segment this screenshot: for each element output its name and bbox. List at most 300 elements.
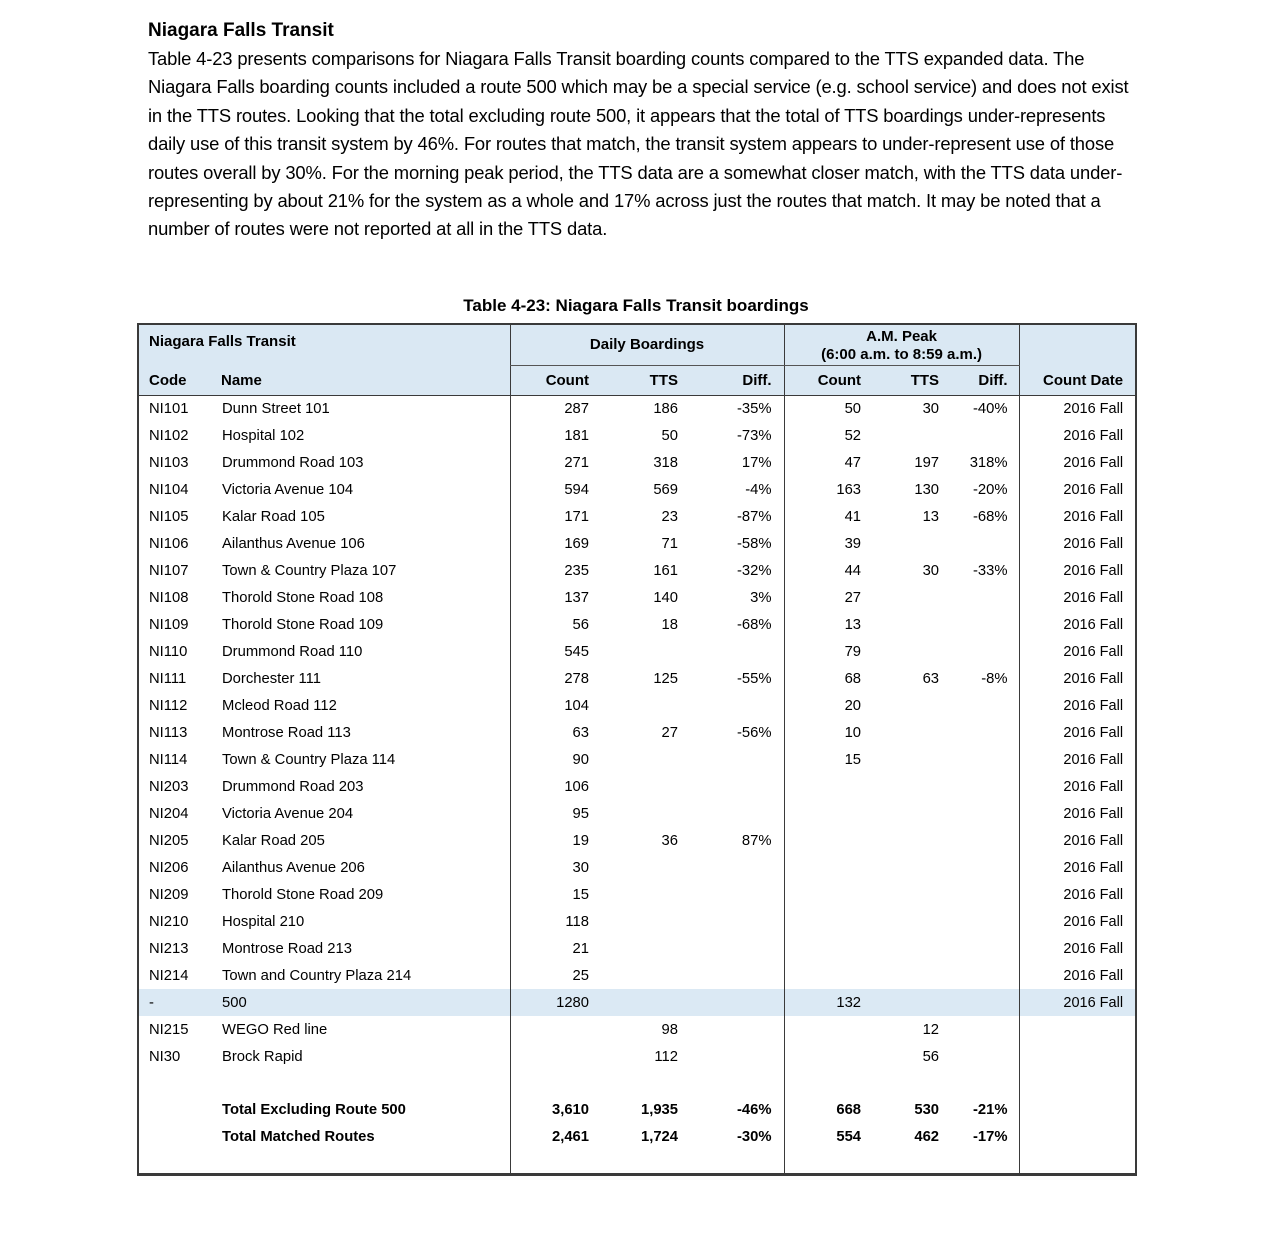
cell-count-date: 2016 Fall [1019,638,1136,665]
cell-daily-count: 235 [510,557,603,584]
intro-paragraph: Table 4-23 presents comparisons for Niagara Falls Transit boarding counts compared to the TTS expanded data. The Niagara Falls boarding counts included a route 500 which may be a special service (e.g. school service) and does not exist in the TTS routes. Looking that the total excluding route 500, it appears that the total of TTS boardings under-represents daily use of this transit system by 46%. For routes that match, the transit system appears to under-represent use of those routes overall by 30%. For the morning peak period, the TTS data are a somewhat closer match, with the TTS data under-representing by about 21% for the system as a whole and 17% across just the routes that match. It may be noted that a number of routes were not reported at all in the TTS data. [148,48,1129,240]
table-row [138,422,1136,449]
cell-daily-tts: 71 [661,535,679,552]
cell-daily-diff: -58% [737,535,772,552]
cell-count-date: 2016 Fall [1019,395,1136,422]
daily-tts-column-header: TTS [603,365,691,395]
cell-daily-diff: 17% [741,454,772,471]
cell-am-count [784,935,873,962]
cell-count-date: 2016 Fall [1019,827,1136,854]
cell-name: Mcleod Road 112 [222,697,337,714]
table-row [138,665,1136,692]
cell-am-tts: 130 [914,481,940,498]
table-row [138,827,1136,854]
cell-am-count [784,881,873,908]
cell-am-tts: 13 [922,508,940,525]
cell-count-date [1019,1123,1136,1150]
cell-code: NI112 [149,697,188,714]
cell-daily-diff [691,800,784,827]
cell-daily-tts: 569 [653,481,679,498]
cell-am-tts [873,638,949,665]
table-header [138,324,1136,395]
table-row [138,584,1136,611]
table-row [138,449,1136,476]
cell-am-diff [949,854,1019,881]
cell-am-tts: 12 [922,1021,940,1038]
cell-daily-tts [603,989,691,1016]
cell-am-tts [873,989,949,1016]
cell-name: Drummond Road 203 [222,778,364,795]
cell-am-count [784,773,873,800]
cell-am-diff [949,989,1019,1016]
cell-count-date: 2016 Fall [1019,773,1136,800]
table-row [138,476,1136,503]
cell-name: Kalar Road 205 [222,832,325,849]
cell-am-count: 39 [784,530,873,557]
cell-daily-tts: 36 [661,832,679,849]
cell-count-date [1019,1016,1136,1043]
cell-daily-diff: 3% [750,589,772,606]
cell-name: Drummond Road 110 [222,643,363,660]
cell-count-date: 2016 Fall [1019,530,1136,557]
cell-name: Dunn Street 101 [222,400,330,417]
cell-daily-count: 118 [510,908,603,935]
table-row [138,908,1136,935]
cell-code: NI209 [149,886,189,903]
cell-daily-tts [603,854,691,881]
cell-am-diff [949,800,1019,827]
cell-am-tts [873,881,949,908]
page-heading: Niagara Falls Transit [148,20,334,41]
cell-name: Town & Country Plaza 114 [222,751,396,768]
cell-am-count [784,827,873,854]
cell-am-tts [873,719,949,746]
cell-am-count [784,1043,873,1070]
cell-daily-count [510,1016,603,1043]
table-row [138,692,1136,719]
cell-am-tts [873,908,949,935]
cell-daily-tts [603,692,691,719]
cell-daily-diff: -55% [737,670,772,687]
cell-count-date: 2016 Fall [1019,881,1136,908]
cell-count-date: 2016 Fall [1019,665,1136,692]
cell-daily-count: 545 [510,638,603,665]
table-row [138,962,1136,989]
cell-code: NI215 [149,1021,189,1038]
am-peak-group-header [784,324,1019,365]
cell-name: Victoria Avenue 104 [222,481,354,498]
cell-am-count: 41 [784,503,873,530]
cell-code: NI105 [149,508,189,525]
cell-daily-count: 171 [510,503,603,530]
cell-am-count: 79 [784,638,873,665]
cell-count-date: 2016 Fall [1019,854,1136,881]
cell-count-date: 2016 Fall [1019,962,1136,989]
cell-am-diff: -17% [973,1128,1008,1145]
cell-count-date: 2016 Fall [1019,584,1136,611]
cell-daily-tts [603,1150,691,1174]
cell-daily-count [510,1070,603,1096]
cell-name: Brock Rapid [222,1048,303,1065]
cell-daily-diff: -46% [737,1101,772,1118]
cell-name: Hospital 210 [222,913,305,930]
table-header-columns-row [138,365,1136,395]
boardings-table [137,323,1137,1176]
cell-name: Total Excluding Route 500 [222,1101,406,1118]
cell-daily-diff [691,854,784,881]
cell-am-diff [949,881,1019,908]
cell-name [221,1070,510,1096]
cell-am-diff [949,611,1019,638]
cell-count-date: 2016 Fall [1019,557,1136,584]
cell-code: NI30 [149,1048,181,1065]
cell-daily-count: 90 [510,746,603,773]
cell-name: Dorchester 111 [222,670,321,687]
cell-code [138,1150,221,1174]
table-header-group-row [138,324,1136,365]
cell-daily-tts [603,773,691,800]
cell-am-tts: 30 [922,400,940,417]
cell-count-date: 2016 Fall [1019,935,1136,962]
cell-count-date [1019,1070,1136,1096]
cell-am-tts [873,422,949,449]
cell-am-diff [949,719,1019,746]
table-row [138,1043,1136,1070]
cell-am-tts: 63 [922,670,940,687]
table-row [138,989,1136,1016]
cell-daily-tts: 140 [653,589,679,606]
cell-code: NI210 [149,913,189,930]
cell-daily-diff: -4% [745,481,772,498]
cell-name: Drummond Road 103 [222,454,364,471]
cell-am-tts [873,1070,949,1096]
cell-daily-diff [691,638,784,665]
cell-am-count: 132 [784,989,873,1016]
cell-am-count: 27 [784,584,873,611]
cell-code: NI111 [149,670,187,687]
cell-daily-diff: -68% [737,616,772,633]
table-block [137,296,1135,1176]
cell-daily-tts: 1,724 [640,1128,679,1145]
cell-daily-diff: -87% [737,508,772,525]
table-row [138,746,1136,773]
cell-am-diff [949,908,1019,935]
total-row [138,1096,1136,1123]
daily-diff-column-header: Diff. [691,365,784,395]
cell-am-tts [873,962,949,989]
table-row [138,935,1136,962]
cell-am-diff: -33% [973,562,1008,579]
cell-code: NI213 [149,940,189,957]
cell-daily-count: 169 [510,530,603,557]
name-column-header: Name [221,365,510,395]
table-row [138,719,1136,746]
cell-am-tts [873,854,949,881]
cell-am-tts: 30 [922,562,940,579]
cell-name: Hospital 102 [222,427,305,444]
cell-am-count [784,1016,873,1043]
cell-am-diff: -68% [973,508,1008,525]
cell-daily-diff: -35% [737,400,772,417]
cell-daily-tts [603,881,691,908]
cell-am-diff: -21% [973,1101,1008,1118]
cell-code: NI104 [149,481,189,498]
cell-code: NI204 [149,805,189,822]
cell-code: NI103 [149,454,189,471]
cell-am-diff: -20% [973,481,1008,498]
cell-count-date: 2016 Fall [1019,719,1136,746]
cell-daily-tts: 27 [661,724,679,741]
cell-count-date [1019,1043,1136,1070]
cell-daily-diff [691,773,784,800]
cell-am-diff [949,584,1019,611]
cell-am-count: 554 [784,1123,873,1150]
cell-daily-count: 95 [510,800,603,827]
cell-am-diff [949,422,1019,449]
cell-code: NI106 [149,535,189,552]
cell-count-date [1019,1096,1136,1123]
cell-daily-diff [691,881,784,908]
cell-daily-tts [603,746,691,773]
cell-code: NI110 [149,643,188,660]
cell-code [138,1070,221,1096]
cell-code: NI107 [149,562,189,579]
cell-am-count: 44 [784,557,873,584]
cell-am-diff [949,962,1019,989]
count-date-column-header: Count Date [1019,324,1136,395]
cell-daily-tts: 23 [661,508,679,525]
table-row [138,611,1136,638]
cell-am-tts [873,935,949,962]
cell-daily-diff: -73% [737,427,772,444]
cell-code: NI113 [149,724,188,741]
cell-daily-diff [691,1070,784,1096]
cell-name: Total Matched Routes [222,1128,375,1145]
am-tts-column-header: TTS [873,365,949,395]
cell-daily-diff: 87% [741,832,772,849]
cell-daily-count: 2,461 [510,1123,603,1150]
cell-am-tts [873,1150,949,1174]
cell-am-count [784,908,873,935]
table-section-label: Niagara Falls Transit [138,324,510,365]
cell-daily-count: 137 [510,584,603,611]
cell-daily-tts: 112 [654,1048,679,1065]
cell-am-count [784,1070,873,1096]
am-peak-title: A.M. Peak [866,327,937,345]
table-row [138,800,1136,827]
cell-am-tts: 56 [922,1048,940,1065]
table-row [138,395,1136,422]
cell-daily-tts: 186 [653,400,679,417]
cell-count-date: 2016 Fall [1019,908,1136,935]
cell-daily-tts [603,962,691,989]
cell-name: Town & Country Plaza 107 [222,562,397,579]
cell-am-tts [873,827,949,854]
cell-name: Montrose Road 213 [222,940,352,957]
table-row [138,1016,1136,1043]
cell-am-diff [949,1016,1019,1043]
cell-code: NI102 [149,427,189,444]
cell-am-diff [949,1070,1019,1096]
cell-daily-tts: 1,935 [640,1101,679,1118]
table-row [138,638,1136,665]
cell-am-diff: -8% [981,670,1008,687]
cell-daily-count: 19 [510,827,603,854]
cell-daily-count: 104 [510,692,603,719]
cell-am-diff [949,746,1019,773]
cell-daily-diff [691,989,784,1016]
am-count-column-header: Count [784,365,873,395]
cell-am-count: 15 [784,746,873,773]
cell-name: Victoria Avenue 204 [222,805,354,822]
cell-count-date: 2016 Fall [1019,692,1136,719]
cell-daily-count: 106 [510,773,603,800]
am-diff-column-header: Diff. [949,365,1019,395]
cell-name: Town and Country Plaza 214 [222,967,412,984]
am-peak-time-range: (6:00 a.m. to 8:59 a.m.) [821,345,982,363]
cell-daily-count: 3,610 [510,1096,603,1123]
cell-am-tts [873,800,949,827]
cell-name: Ailanthus Avenue 206 [222,859,365,876]
cell-daily-count: 21 [510,935,603,962]
cell-name: Montrose Road 113 [222,724,351,741]
code-column-header: Code [138,365,221,395]
cell-count-date: 2016 Fall [1019,503,1136,530]
cell-daily-count: 15 [510,881,603,908]
cell-am-tts [873,530,949,557]
cell-count-date: 2016 Fall [1019,746,1136,773]
cell-am-count [784,854,873,881]
cell-daily-count: 25 [510,962,603,989]
intro-text-block [148,17,1133,244]
cell-daily-count: 56 [510,611,603,638]
cell-code [138,1123,221,1150]
table-row [138,773,1136,800]
cell-am-count [784,1150,873,1174]
cell-am-tts [873,746,949,773]
spacer-row [138,1150,1136,1174]
cell-daily-diff [691,1016,784,1043]
cell-am-count: 52 [784,422,873,449]
table-row [138,881,1136,908]
cell-daily-diff [691,746,784,773]
cell-count-date: 2016 Fall [1019,449,1136,476]
spacer-row [138,1070,1136,1096]
table-body [138,395,1136,1174]
cell-code [138,1096,221,1123]
cell-am-tts [873,611,949,638]
cell-am-diff [949,1150,1019,1174]
cell-daily-count [510,1043,603,1070]
cell-name: Thorold Stone Road 108 [222,589,384,606]
cell-daily-tts: 50 [661,427,679,444]
cell-count-date [1019,1150,1136,1174]
table-row [138,503,1136,530]
cell-daily-diff: -56% [737,724,772,741]
cell-am-count: 50 [784,395,873,422]
cell-am-tts [873,773,949,800]
cell-code: - [138,989,221,1016]
cell-am-diff [949,692,1019,719]
cell-daily-count: 1280 [510,989,603,1016]
cell-name: Kalar Road 105 [222,508,325,525]
cell-am-diff: 318% [969,454,1008,471]
table-row [138,530,1136,557]
cell-daily-tts: 125 [653,670,679,687]
cell-daily-count: 278 [510,665,603,692]
cell-daily-count: 181 [510,422,603,449]
daily-boardings-group-header: Daily Boardings [510,324,784,365]
table-title: Table 4-23: Niagara Falls Transit boardings [463,296,809,315]
cell-am-count [784,962,873,989]
cell-code: NI101 [149,400,189,417]
cell-daily-diff: -32% [737,562,772,579]
cell-am-count: 68 [784,665,873,692]
cell-daily-count [510,1150,603,1174]
cell-daily-count: 594 [510,476,603,503]
cell-am-tts [873,692,949,719]
cell-count-date: 2016 Fall [1019,611,1136,638]
cell-daily-tts: 18 [661,616,679,633]
cell-daily-tts [603,935,691,962]
cell-count-date: 2016 Fall [1019,476,1136,503]
cell-code: NI109 [149,616,189,633]
cell-daily-count: 63 [510,719,603,746]
cell-am-diff [949,530,1019,557]
cell-am-diff [949,1043,1019,1070]
cell-am-count: 20 [784,692,873,719]
cell-am-count [784,800,873,827]
cell-daily-tts [603,800,691,827]
cell-am-count: 47 [784,449,873,476]
cell-am-tts: 462 [914,1128,940,1145]
cell-daily-count: 271 [510,449,603,476]
cell-daily-tts: 98 [661,1021,679,1038]
cell-name: Thorold Stone Road 109 [222,616,384,633]
cell-code: NI206 [149,859,189,876]
cell-name: Thorold Stone Road 209 [222,886,384,903]
cell-am-diff [949,935,1019,962]
cell-daily-tts: 318 [653,454,679,471]
cell-daily-diff: -30% [737,1128,772,1145]
cell-code: NI114 [149,751,188,768]
cell-daily-diff [691,1043,784,1070]
cell-am-diff [949,638,1019,665]
cell-daily-tts [603,638,691,665]
total-row [138,1123,1136,1150]
cell-daily-tts [603,908,691,935]
cell-am-count: 163 [784,476,873,503]
cell-daily-count: 30 [510,854,603,881]
cell-count-date: 2016 Fall [1019,422,1136,449]
table-row [138,854,1136,881]
cell-count-date: 2016 Fall [1019,800,1136,827]
cell-am-diff [949,773,1019,800]
cell-name: Ailanthus Avenue 106 [222,535,365,552]
cell-name: WEGO Red line [222,1021,328,1038]
cell-code: NI203 [149,778,189,795]
cell-name [221,1150,510,1174]
cell-am-diff [949,827,1019,854]
cell-daily-diff [691,908,784,935]
table-row [138,557,1136,584]
cell-daily-count: 287 [510,395,603,422]
cell-daily-diff [691,935,784,962]
cell-am-count: 13 [784,611,873,638]
cell-count-date: 2016 Fall [1019,989,1136,1016]
cell-daily-diff [691,692,784,719]
cell-daily-tts: 161 [653,562,679,579]
